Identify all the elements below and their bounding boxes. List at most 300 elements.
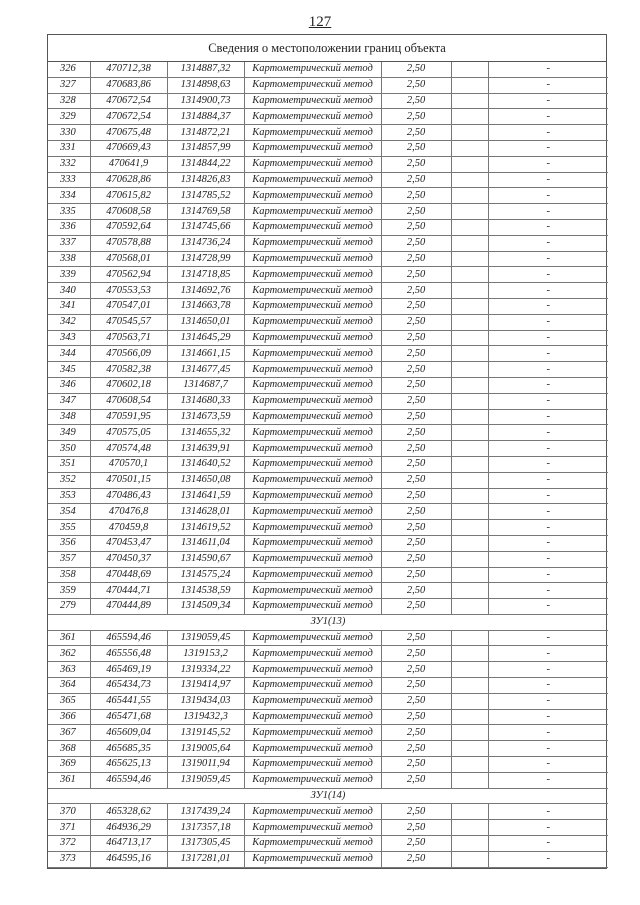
accuracy-cell: 2,50 [381, 156, 451, 172]
description-cell: - [488, 836, 608, 852]
method-cell: Картометрический метод [244, 535, 381, 551]
accuracy-cell: 2,50 [381, 772, 451, 788]
accuracy-cell: 2,50 [381, 804, 451, 820]
table-row [48, 693, 608, 709]
group-row [48, 788, 608, 804]
group-label: ЗУ1(14) [48, 788, 608, 804]
coord-x-cell: 470669,43 [90, 140, 167, 156]
coord-x-cell: 470450,37 [90, 551, 167, 567]
coord-x-cell: 470608,54 [90, 393, 167, 409]
method-cell: Картометрический метод [244, 140, 381, 156]
accuracy-cell: 2,50 [381, 662, 451, 678]
extra-cell [451, 346, 488, 362]
coord-y-cell: 1319334,22 [167, 662, 244, 678]
point-number-cell: 330 [48, 125, 90, 141]
method-cell: Картометрический метод [244, 488, 381, 504]
coord-y-cell: 1319145,52 [167, 725, 244, 741]
coord-x-cell: 470592,64 [90, 219, 167, 235]
coord-y-cell: 1314718,85 [167, 267, 244, 283]
coord-y-cell: 1314692,76 [167, 283, 244, 299]
coordinates-table [48, 62, 608, 868]
table-row [48, 219, 608, 235]
coord-x-cell: 470582,38 [90, 362, 167, 378]
method-cell: Картометрический метод [244, 646, 381, 662]
table-row [48, 377, 608, 393]
description-cell: - [488, 488, 608, 504]
point-number-cell: 344 [48, 346, 90, 362]
extra-cell [451, 425, 488, 441]
description-cell: - [488, 377, 608, 393]
method-cell: Картометрический метод [244, 441, 381, 457]
accuracy-cell: 2,50 [381, 267, 451, 283]
method-cell: Картометрический метод [244, 409, 381, 425]
coord-x-cell: 470568,01 [90, 251, 167, 267]
coord-y-cell: 1314590,67 [167, 551, 244, 567]
coord-y-cell: 1314728,99 [167, 251, 244, 267]
method-cell: Картометрический метод [244, 678, 381, 694]
accuracy-cell: 2,50 [381, 377, 451, 393]
point-number-cell: 343 [48, 330, 90, 346]
coord-x-cell: 470615,82 [90, 188, 167, 204]
method-cell: Картометрический метод [244, 219, 381, 235]
description-cell: - [488, 219, 608, 235]
description-cell: - [488, 551, 608, 567]
coord-x-cell: 465471,68 [90, 709, 167, 725]
extra-cell [451, 851, 488, 867]
extra-cell [451, 599, 488, 615]
accuracy-cell: 2,50 [381, 283, 451, 299]
accuracy-cell: 2,50 [381, 77, 451, 93]
table-row [48, 188, 608, 204]
point-number-cell: 333 [48, 172, 90, 188]
extra-cell [451, 488, 488, 504]
table-row [48, 851, 608, 867]
table-row [48, 283, 608, 299]
extra-cell [451, 125, 488, 141]
extra-cell [451, 693, 488, 709]
extra-cell [451, 251, 488, 267]
table-body [48, 62, 608, 867]
table-row [48, 662, 608, 678]
coord-x-cell: 464936,29 [90, 820, 167, 836]
accuracy-cell: 2,50 [381, 140, 451, 156]
point-number-cell: 328 [48, 93, 90, 109]
point-number-cell: 359 [48, 583, 90, 599]
extra-cell [451, 504, 488, 520]
description-cell: - [488, 851, 608, 867]
coord-x-cell: 465625,13 [90, 757, 167, 773]
coord-x-cell: 470566,09 [90, 346, 167, 362]
accuracy-cell: 2,50 [381, 441, 451, 457]
description-cell: - [488, 109, 608, 125]
point-number-cell: 332 [48, 156, 90, 172]
extra-cell [451, 772, 488, 788]
accuracy-cell: 2,50 [381, 62, 451, 77]
extra-cell [451, 219, 488, 235]
point-number-cell: 355 [48, 520, 90, 536]
extra-cell [451, 330, 488, 346]
coord-y-cell: 1314611,04 [167, 535, 244, 551]
accuracy-cell: 2,50 [381, 551, 451, 567]
accuracy-cell: 2,50 [381, 630, 451, 646]
extra-cell [451, 93, 488, 109]
description-cell: - [488, 425, 608, 441]
point-number-cell: 347 [48, 393, 90, 409]
extra-cell [451, 267, 488, 283]
table-row [48, 583, 608, 599]
extra-cell [451, 298, 488, 314]
method-cell: Картометрический метод [244, 314, 381, 330]
accuracy-cell: 2,50 [381, 204, 451, 220]
coord-y-cell: 1314645,29 [167, 330, 244, 346]
coord-y-cell: 1314900,73 [167, 93, 244, 109]
accuracy-cell: 2,50 [381, 725, 451, 741]
coord-y-cell: 1314769,58 [167, 204, 244, 220]
description-cell: - [488, 362, 608, 378]
coord-y-cell: 1317305,45 [167, 836, 244, 852]
point-number-cell: 368 [48, 741, 90, 757]
coord-y-cell: 1314619,52 [167, 520, 244, 536]
extra-cell [451, 725, 488, 741]
method-cell: Картометрический метод [244, 836, 381, 852]
table-row [48, 156, 608, 172]
method-cell: Картометрический метод [244, 330, 381, 346]
table-row [48, 551, 608, 567]
coord-x-cell: 470476,8 [90, 504, 167, 520]
coord-y-cell: 1314745,66 [167, 219, 244, 235]
point-number-cell: 335 [48, 204, 90, 220]
coord-x-cell: 470570,1 [90, 456, 167, 472]
point-number-cell: 366 [48, 709, 90, 725]
accuracy-cell: 2,50 [381, 251, 451, 267]
method-cell: Картометрический метод [244, 504, 381, 520]
table-row [48, 393, 608, 409]
extra-cell [451, 820, 488, 836]
accuracy-cell: 2,50 [381, 219, 451, 235]
method-cell: Картометрический метод [244, 725, 381, 741]
table-row [48, 62, 608, 77]
description-cell: - [488, 409, 608, 425]
coord-x-cell: 470712,38 [90, 62, 167, 77]
coord-y-cell: 1314844,22 [167, 156, 244, 172]
description-cell: - [488, 330, 608, 346]
table-row [48, 520, 608, 536]
point-number-cell: 352 [48, 472, 90, 488]
description-cell: - [488, 583, 608, 599]
coord-y-cell: 1319005,64 [167, 741, 244, 757]
extra-cell [451, 551, 488, 567]
coord-x-cell: 470486,43 [90, 488, 167, 504]
extra-cell [451, 836, 488, 852]
description-cell: - [488, 599, 608, 615]
method-cell: Картометрический метод [244, 77, 381, 93]
method-cell: Картометрический метод [244, 820, 381, 836]
description-cell: - [488, 283, 608, 299]
accuracy-cell: 2,50 [381, 188, 451, 204]
extra-cell [451, 520, 488, 536]
description-cell: - [488, 709, 608, 725]
coord-y-cell: 1314680,33 [167, 393, 244, 409]
description-cell: - [488, 235, 608, 251]
table-row [48, 757, 608, 773]
point-number-cell: 361 [48, 630, 90, 646]
coord-x-cell: 470608,58 [90, 204, 167, 220]
coord-y-cell: 1314677,45 [167, 362, 244, 378]
extra-cell [451, 172, 488, 188]
description-cell: - [488, 693, 608, 709]
coord-x-cell: 470683,86 [90, 77, 167, 93]
accuracy-cell: 2,50 [381, 757, 451, 773]
table-row [48, 804, 608, 820]
method-cell: Картометрический метод [244, 662, 381, 678]
method-cell: Картометрический метод [244, 235, 381, 251]
point-number-cell: 334 [48, 188, 90, 204]
extra-cell [451, 441, 488, 457]
point-number-cell: 350 [48, 441, 90, 457]
coord-x-cell: 470562,94 [90, 267, 167, 283]
point-number-cell: 358 [48, 567, 90, 583]
table-row [48, 599, 608, 615]
description-cell: - [488, 520, 608, 536]
table-row [48, 456, 608, 472]
table-row [48, 646, 608, 662]
coord-x-cell: 470675,48 [90, 125, 167, 141]
coord-x-cell: 470545,57 [90, 314, 167, 330]
method-cell: Картометрический метод [244, 757, 381, 773]
extra-cell [451, 567, 488, 583]
coord-y-cell: 1314673,59 [167, 409, 244, 425]
method-cell: Картометрический метод [244, 346, 381, 362]
description-cell: - [488, 251, 608, 267]
page-number: 127 [308, 14, 332, 30]
method-cell: Картометрический метод [244, 599, 381, 615]
accuracy-cell: 2,50 [381, 93, 451, 109]
method-cell: Картометрический метод [244, 156, 381, 172]
coord-y-cell: 1314872,21 [167, 125, 244, 141]
point-number-cell: 346 [48, 377, 90, 393]
coord-y-cell: 1314736,24 [167, 235, 244, 251]
accuracy-cell: 2,50 [381, 125, 451, 141]
table-row [48, 109, 608, 125]
accuracy-cell: 2,50 [381, 583, 451, 599]
table-title: Сведения о местоположении границ объекта [48, 35, 606, 62]
extra-cell [451, 583, 488, 599]
table-row [48, 820, 608, 836]
description-cell: - [488, 504, 608, 520]
extra-cell [451, 109, 488, 125]
description-cell: - [488, 757, 608, 773]
accuracy-cell: 2,50 [381, 709, 451, 725]
coord-x-cell: 470547,01 [90, 298, 167, 314]
point-number-cell: 340 [48, 283, 90, 299]
description-cell: - [488, 172, 608, 188]
point-number-cell: 373 [48, 851, 90, 867]
coord-x-cell: 470459,8 [90, 520, 167, 536]
coord-y-cell: 1314650,01 [167, 314, 244, 330]
point-number-cell: 365 [48, 693, 90, 709]
coord-x-cell: 470444,89 [90, 599, 167, 615]
method-cell: Картометрический метод [244, 172, 381, 188]
table-row [48, 125, 608, 141]
table-row [48, 235, 608, 251]
extra-cell [451, 472, 488, 488]
method-cell: Картометрический метод [244, 520, 381, 536]
method-cell: Картометрический метод [244, 362, 381, 378]
coord-x-cell: 470553,53 [90, 283, 167, 299]
coord-y-cell: 1319059,45 [167, 772, 244, 788]
extra-cell [451, 409, 488, 425]
extra-cell [451, 362, 488, 378]
table-row [48, 267, 608, 283]
accuracy-cell: 2,50 [381, 393, 451, 409]
accuracy-cell: 2,50 [381, 678, 451, 694]
method-cell: Картометрический метод [244, 251, 381, 267]
method-cell: Картометрический метод [244, 472, 381, 488]
table-row [48, 251, 608, 267]
coord-x-cell: 470672,54 [90, 93, 167, 109]
coord-x-cell: 470578,88 [90, 235, 167, 251]
table-row [48, 504, 608, 520]
description-cell: - [488, 393, 608, 409]
table-row [48, 425, 608, 441]
table-row [48, 362, 608, 378]
method-cell: Картометрический метод [244, 693, 381, 709]
table-row [48, 93, 608, 109]
coord-y-cell: 1314639,91 [167, 441, 244, 457]
extra-cell [451, 77, 488, 93]
table-row [48, 488, 608, 504]
table-row [48, 741, 608, 757]
point-number-cell: 339 [48, 267, 90, 283]
method-cell: Картометрический метод [244, 62, 381, 77]
description-cell: - [488, 267, 608, 283]
coord-x-cell: 470575,05 [90, 425, 167, 441]
description-cell: - [488, 630, 608, 646]
extra-cell [451, 156, 488, 172]
point-number-cell: 369 [48, 757, 90, 773]
description-cell: - [488, 314, 608, 330]
description-cell: - [488, 346, 608, 362]
accuracy-cell: 2,50 [381, 330, 451, 346]
coord-y-cell: 1319011,94 [167, 757, 244, 773]
description-cell: - [488, 204, 608, 220]
description-cell: - [488, 93, 608, 109]
table-row [48, 77, 608, 93]
coord-x-cell: 465556,48 [90, 646, 167, 662]
description-cell: - [488, 725, 608, 741]
point-number-cell: 370 [48, 804, 90, 820]
point-number-cell: 361 [48, 772, 90, 788]
coord-x-cell: 465685,35 [90, 741, 167, 757]
point-number-cell: 372 [48, 836, 90, 852]
method-cell: Картометрический метод [244, 204, 381, 220]
extra-cell [451, 377, 488, 393]
accuracy-cell: 2,50 [381, 409, 451, 425]
description-cell: - [488, 472, 608, 488]
table-row [48, 472, 608, 488]
point-number-cell: 337 [48, 235, 90, 251]
extra-cell [451, 662, 488, 678]
method-cell: Картометрический метод [244, 630, 381, 646]
coord-x-cell: 470574,48 [90, 441, 167, 457]
coord-y-cell: 1314887,32 [167, 62, 244, 77]
accuracy-cell: 2,50 [381, 235, 451, 251]
coord-y-cell: 1314575,24 [167, 567, 244, 583]
description-cell: - [488, 772, 608, 788]
accuracy-cell: 2,50 [381, 172, 451, 188]
coord-y-cell: 1314650,08 [167, 472, 244, 488]
point-number-cell: 351 [48, 456, 90, 472]
coord-x-cell: 465328,62 [90, 804, 167, 820]
method-cell: Картометрический метод [244, 567, 381, 583]
table-row [48, 535, 608, 551]
coord-y-cell: 1319432,3 [167, 709, 244, 725]
description-cell: - [488, 741, 608, 757]
coord-y-cell: 1314857,99 [167, 140, 244, 156]
extra-cell [451, 393, 488, 409]
method-cell: Картометрический метод [244, 804, 381, 820]
coord-x-cell: 465594,46 [90, 772, 167, 788]
coord-x-cell: 465434,73 [90, 678, 167, 694]
description-cell: - [488, 678, 608, 694]
method-cell: Картометрический метод [244, 425, 381, 441]
extra-cell [451, 140, 488, 156]
table-row [48, 204, 608, 220]
extra-cell [451, 741, 488, 757]
coord-y-cell: 1317439,24 [167, 804, 244, 820]
extra-cell [451, 804, 488, 820]
accuracy-cell: 2,50 [381, 820, 451, 836]
point-number-cell: 354 [48, 504, 90, 520]
point-number-cell: 348 [48, 409, 90, 425]
point-number-cell: 331 [48, 140, 90, 156]
coord-y-cell: 1314687,7 [167, 377, 244, 393]
table-row [48, 441, 608, 457]
coord-y-cell: 1319153,2 [167, 646, 244, 662]
table-row [48, 298, 608, 314]
description-cell: - [488, 820, 608, 836]
coord-y-cell: 1314628,01 [167, 504, 244, 520]
accuracy-cell: 2,50 [381, 488, 451, 504]
description-cell: - [488, 662, 608, 678]
description-cell: - [488, 188, 608, 204]
point-number-cell: 342 [48, 314, 90, 330]
coord-x-cell: 465469,19 [90, 662, 167, 678]
table-row [48, 172, 608, 188]
table-row [48, 836, 608, 852]
description-cell: - [488, 77, 608, 93]
description-cell: - [488, 62, 608, 77]
coord-y-cell: 1314661,15 [167, 346, 244, 362]
coord-y-cell: 1314655,32 [167, 425, 244, 441]
extra-cell [451, 535, 488, 551]
table-row [48, 330, 608, 346]
accuracy-cell: 2,50 [381, 741, 451, 757]
accuracy-cell: 2,50 [381, 851, 451, 867]
table-row [48, 630, 608, 646]
accuracy-cell: 2,50 [381, 314, 451, 330]
method-cell: Картометрический метод [244, 851, 381, 867]
point-number-cell: 327 [48, 77, 90, 93]
extra-cell [451, 188, 488, 204]
extra-cell [451, 62, 488, 77]
extra-cell [451, 456, 488, 472]
coord-y-cell: 1317281,01 [167, 851, 244, 867]
group-label: ЗУ1(13) [48, 614, 608, 630]
coord-y-cell: 1317357,18 [167, 820, 244, 836]
coord-y-cell: 1319434,03 [167, 693, 244, 709]
table-row [48, 772, 608, 788]
